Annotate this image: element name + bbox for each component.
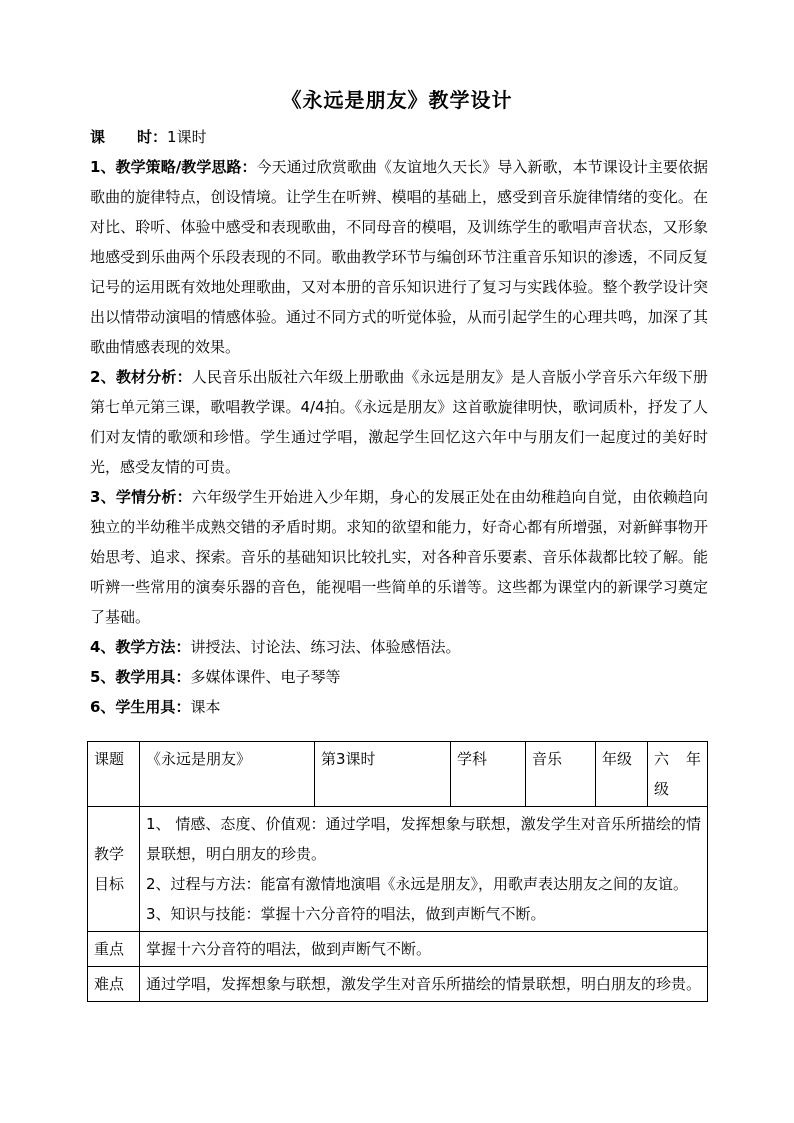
- section-text: 课本: [190, 698, 221, 716]
- table-row: [88, 967, 708, 1002]
- section-label: 3、学情分析：: [90, 488, 192, 506]
- section-text: 讲授法、讨论法、练习法、体验感悟法。: [190, 638, 461, 656]
- section-text: 今天通过欣赏歌曲《友谊地久天长》导入新歌，本节课设计主要依据歌曲的旋律特点，创设情境。让学生在听辨、模唱的基础上，感受到音乐旋律情绪的变化。在对比、聆听、体验中感受和表现歌曲，不同母音的模唱，及训练学生的歌唱声音状态，又形象地感受到乐曲两个乐段表现的不同。歌曲教学环节与编创环节注重音乐知识的渗透，不同反复记号的运用既有效地处理歌曲，又对本册的音乐知识进行了复习与实践体验。整个教学设计突出以情带动演唱的情感体验。通过不同方式的听觉体验，从而引起学生的心理共鸣，加深了其歌曲情感表现的效果。: [90, 158, 708, 356]
- section-teaching-tools: [90, 662, 708, 692]
- section-label: 5、教学用具：: [90, 668, 191, 686]
- document-title: 《永远是朋友》教学设计: [281, 88, 513, 112]
- subject-value-cell: 音乐: [526, 742, 596, 807]
- section-student-tools: [90, 692, 708, 722]
- objectives-cell: [140, 807, 708, 932]
- section-text: 多媒体课件、电子琴等: [190, 668, 341, 686]
- key-text-cell: 掌握十六分音符的唱法，做到声断气不断。: [140, 932, 708, 967]
- topic-label-cell: 课题: [88, 742, 140, 807]
- difficulty-text-cell: 通过学唱，发挥想象与联想，激发学生对音乐所描绘的情景联想，明白朋友的珍贵。: [140, 967, 708, 1002]
- section-text: 人民音乐出版社六年级上册歌曲《永远是朋友》是人音版小学音乐六年级下册第七单元第三课，歌唱教学课。4/4拍。《永远是朋友》这首歌旋律明快，歌词质朴，抒发了人们对友情的歌颂和珍惜。学生通过学唱，激起学生回忆这六年中与朋友们一起度过的美好时光，感受友情的可贵。: [90, 368, 708, 476]
- grade-label-cell: 年级: [596, 742, 648, 807]
- section-label: 4、教学方法：: [90, 638, 191, 656]
- topic-value-cell: 《永远是朋友》: [140, 742, 315, 807]
- table-row: [88, 742, 708, 807]
- objectives-label-cell: 教学目标: [88, 807, 140, 932]
- lesson-cell: 第3课时: [315, 742, 451, 807]
- objective-item: 2、过程与方法：能富有激情地演唱《永远是朋友》，用歌声表达朋友之间的友谊。: [146, 875, 689, 893]
- section-student-analysis: [90, 482, 708, 632]
- document-body: [90, 122, 708, 722]
- table-row: [88, 807, 708, 932]
- subject-label-cell: 学科: [451, 742, 526, 807]
- period-line: [90, 122, 708, 152]
- lesson-table: [87, 741, 708, 1002]
- section-text: 六年级学生开始进入少年期，身心的发展正处在由幼稚趋向自觉，由依赖趋向独立的半幼稚半成熟交错的矛盾时期。求知的欲望和能力，好奇心都有所增强，对新鲜事物开始思考、追求、探索。音乐的基础知识比较扎实，对各种音乐要素、音乐体裁都比较了解。能听辨一些常用的演奏乐器的音色，能视唱一些简单的乐谱等。这些都为课堂内的新课学习奠定了基础。: [90, 488, 708, 626]
- grade-value-cell: 六 年级: [648, 742, 708, 807]
- section-teaching-methods: [90, 632, 708, 662]
- section-label: 2、教材分析：: [90, 368, 192, 386]
- section-strategy: [90, 152, 708, 362]
- period-value: 1课时: [167, 128, 207, 146]
- key-label-cell: 重点: [88, 932, 140, 967]
- objective-item: 3、知识与技能：掌握十六分音符的唱法，做到声断气不断。: [146, 905, 546, 923]
- objective-item: 1、 情感、态度、价值观：通过学唱，发挥想象与联想，激发学生对音乐所描绘的情景联想，明白朋友的珍贵。: [146, 815, 701, 863]
- difficulty-label-cell: 难点: [88, 967, 140, 1002]
- table-row: [88, 932, 708, 967]
- section-label: 1、教学策略/教学思路：: [90, 158, 257, 176]
- period-label-a: 课: [90, 128, 106, 146]
- section-label: 6、学生用具：: [90, 698, 191, 716]
- period-label-b: 时：: [137, 128, 168, 146]
- section-textbook-analysis: [90, 362, 708, 482]
